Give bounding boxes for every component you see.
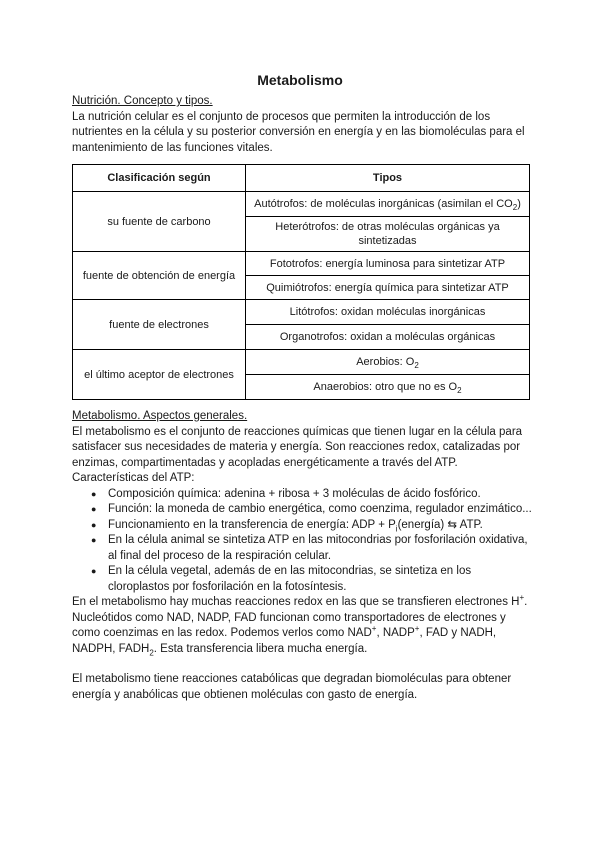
classification-table <box>72 164 530 400</box>
nutricion-heading: Nutrición. Concepto y tipos. <box>72 95 213 107</box>
table-row <box>73 192 530 217</box>
table-header-row <box>73 165 530 192</box>
list-item: ● En la célula animal se sintetiza ATP en las mitocondrias por fosforilación oxidativa, al final del proceso de la respiración celular. <box>108 533 532 564</box>
criterion-cell: fuente de electrones <box>73 300 246 350</box>
criterion-cell: su fuente de carbono <box>73 192 246 252</box>
table-header-criterion: Clasificación según <box>73 165 246 192</box>
table-header-types: Tipos <box>246 165 530 192</box>
type-cell: Autótrofos: de moléculas inorgánicas (asimilan el $CO_2$) <box>246 192 530 217</box>
nutricion-text: La nutrición celular es el conjunto de procesos que permiten la introducción de los nutrientes en la célula y su posterior conversión en energía y en las biomoléculas para el mantenimiento de las funciones vitales. <box>72 110 525 154</box>
metabolismo-heading: Metabolismo. Aspectos generales. <box>72 410 248 422</box>
type-cell: Quimiótrofos: energía química para sintetizar ATP <box>246 276 530 300</box>
page-title: Metabolismo <box>257 72 343 88</box>
list-item: ● En la célula vegetal, además de en las mitocondrias, se sintetiza en los cloroplastos por fosforilación en la fotosíntesis. <box>108 564 532 595</box>
atp-heading: Características del ATP: <box>72 472 195 484</box>
final-paragraph: El metabolismo tiene reacciones catabólicas que degradan biomoléculas para obtener energía y anabólicas que obtienen moléculas con gasto de energía. <box>72 673 512 701</box>
type-cell: Fototrofos: energía luminosa para sintetizar ATP <box>246 252 530 276</box>
type-cell: Litótrofos: oxidan moléculas inorgánicas <box>246 300 530 325</box>
metabolismo-section <box>72 409 532 703</box>
list-item: ● Funcionamiento en la transferencia de energía: ADP + $P_i(energía)$ ⇆ ATP. <box>108 518 532 534</box>
table-row <box>73 300 530 325</box>
type-cell: Anaerobios: otro que no es $O_2$ <box>246 375 530 400</box>
criterion-cell: fuente de obtención de energía <box>73 252 246 300</box>
atp-list <box>72 487 532 596</box>
type-cell: Organotrofos: oxidan a moléculas orgánicas <box>246 325 530 350</box>
metabolismo-text: El metabolismo es el conjunto de reacciones químicas que tienen lugar en la célula para satisfacer sus necesidades de materia y energía. Son reacciones redox, catalizadas por enzimas, compartimentadas y acopladas energéticamente a través del ATP. <box>72 425 523 469</box>
table-row <box>73 350 530 375</box>
type-cell: Aerobios: $O_2$ <box>246 350 530 375</box>
type-cell: Heterótrofos: de otras moléculas orgánicas ya sintetizadas <box>246 217 530 252</box>
list-item: ● Composición química: adenina + ribosa + 3 moléculas de ácido fosfórico. <box>108 487 532 503</box>
redox-paragraph: En el metabolismo hay muchas reacciones redox en las que se transfieren electrones H+. Nucleótidos como NAD, NADP, FAD funcionan como transportadores de electrones y como coenzimas en las redox. Podemos verlos como NAD+, NADP+, FAD y NADH, NADPH, $FADH_2$. Esta transferencia libera mucha energía. <box>72 593 528 657</box>
nutricion-section <box>72 94 532 156</box>
list-item: ● Función: la moneda de cambio energética, como coenzima, regulador enzimático... <box>108 502 532 518</box>
table-row <box>73 252 530 276</box>
criterion-cell: el último aceptor de electrones <box>73 350 246 400</box>
